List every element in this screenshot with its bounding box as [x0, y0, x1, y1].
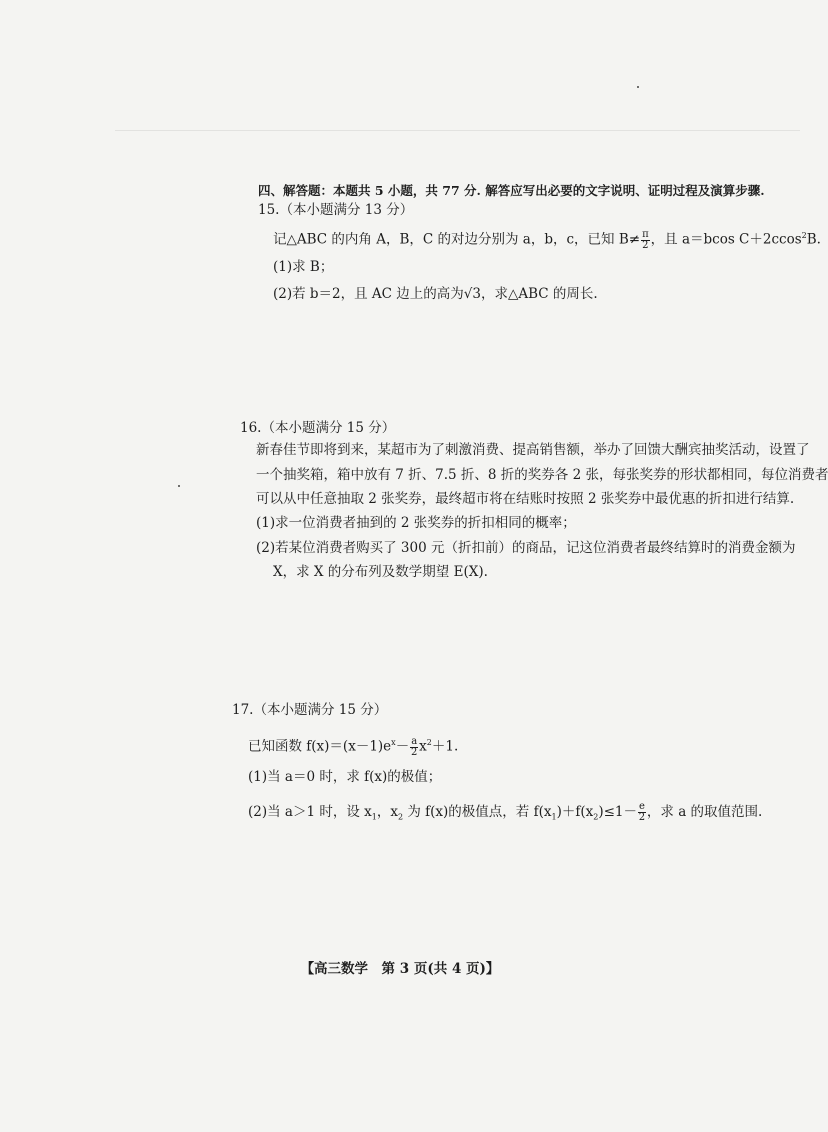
- q16-part2-line1: (2)若某位消费者购买了 300 元（折扣前）的商品，记这位消费者最终结算时的消费金额为: [256, 540, 796, 556]
- q15-fraction: $\frac{\pi}{2}$: [642, 228, 649, 251]
- section-header: 四、解答题：本题共 5 小题，共 77 分. 解答应写出必要的文字说明、证明过程及演算步骤.: [258, 183, 765, 198]
- q15-title: 15.（本小题满分 13 分）: [258, 202, 414, 218]
- page-edge: [115, 130, 800, 131]
- q16-stem-line3: 可以从中任意抽取 2 张奖券，最终超市将在结账时按照 2 张奖券中最优惠的折扣进行结算.: [256, 491, 795, 507]
- q15-stem: 记△ABC 的内角 A，B，C 的对边分别为 a，b，c，已知 B≠ $\frac{\pi}{2}$ ，且 a＝bcos C＋2ccos$^2$B.: [273, 228, 821, 251]
- q17-part2-fraction: $\frac{e}{2}$: [638, 801, 646, 823]
- q16-part2-line2: X，求 X 的分布列及数学期望 E(X).: [273, 564, 488, 580]
- q17-part1: (1)当 a＝0 时，求 f(x)的极值；: [248, 769, 442, 785]
- q17-fraction: $\frac{a}{2}$: [410, 735, 418, 758]
- page-footer: 【高三数学 第 3 页(共 4 页)】: [300, 961, 500, 977]
- q16-part1: (1)求一位消费者抽到的 2 张奖券的折扣相同的概率；: [256, 515, 576, 531]
- q17-title: 17.（本小题满分 15 分）: [232, 702, 388, 718]
- scan-speck: [178, 485, 180, 487]
- q16-title: 16.（本小题满分 15 分）: [240, 420, 396, 436]
- q16-stem-line1: 新春佳节即将到来，某超市为了刺激消费、提高销售额，举办了回馈大酬宾抽奖活动，设置了: [256, 442, 810, 458]
- scan-speck: [637, 86, 639, 88]
- q17-stem: 已知函数 $f(x)=(x-1)e^x-$ $\frac{a}{2}$ $x^2+1$.: [248, 735, 459, 758]
- q15-part1: (1)求 B；: [273, 259, 334, 275]
- q17-part2: (2)当 a＞1 时，设 $x_1$，$x_2$ 为 f(x)的极值点，若 $f(x_1)+f(x_2)\le 1-$ $\frac{e}{2}$ ，求 a 的取值范围.: [248, 801, 763, 823]
- q16-stem-line2: 一个抽奖箱，箱中放有 7 折、7.5 折、8 折的奖券各 2 张，每张奖券的形状都相同，每位消费者: [256, 467, 828, 483]
- q15-part2: (2)若 b＝2，且 AC 边上的高为√3，求△ABC 的周长.: [273, 286, 598, 302]
